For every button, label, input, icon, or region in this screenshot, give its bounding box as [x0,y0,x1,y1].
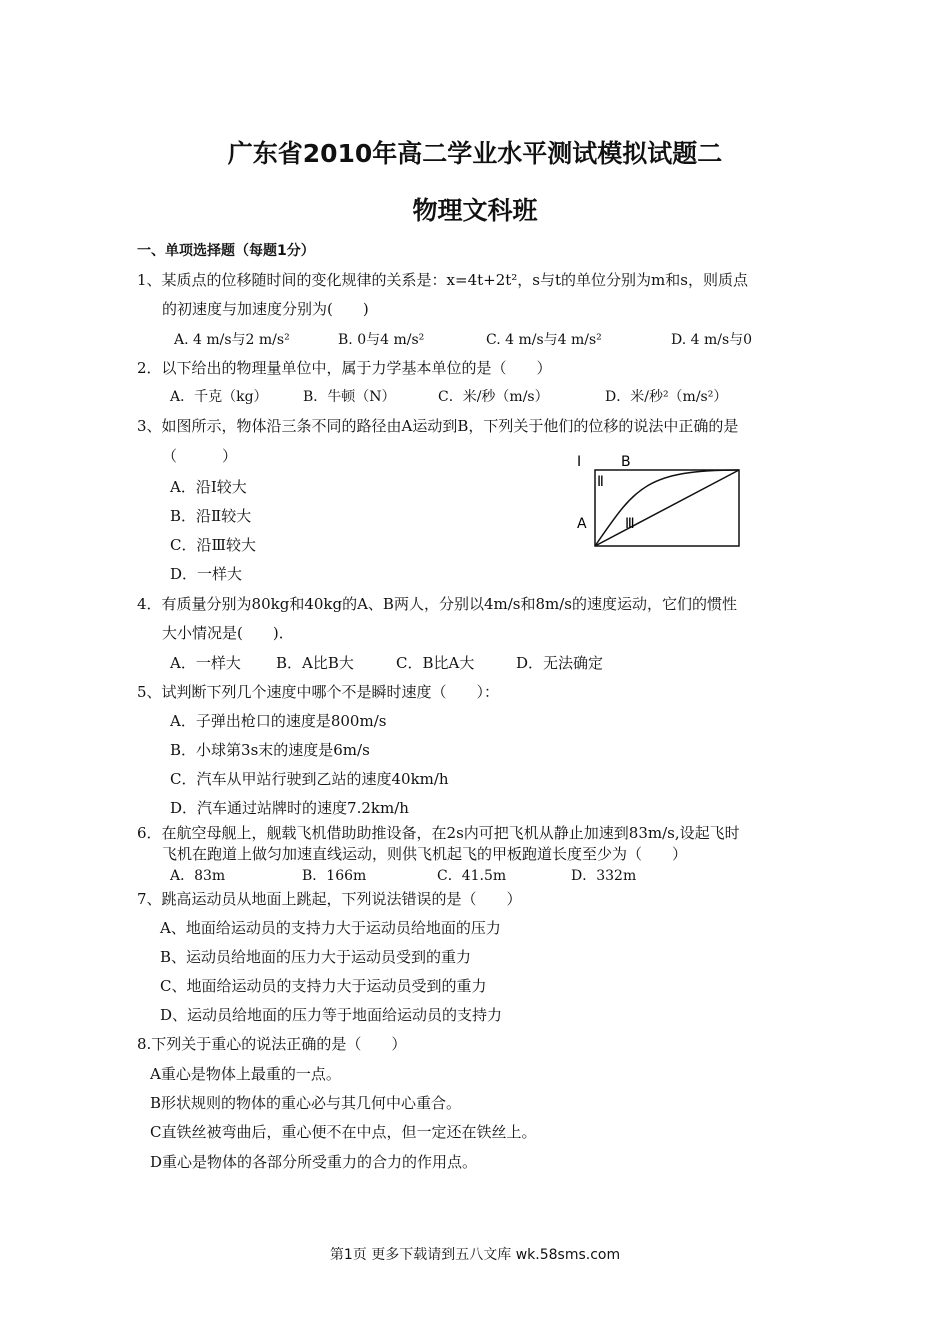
q4-option-b: B．A比B大 [276,654,354,672]
q7-option-b: B、运动员给地面的压力大于运动员受到的重力 [160,948,472,966]
diagram-diagonal-displacement [595,470,739,546]
page-footer: 第1页 更多下载请到五八文库 wk.58sms.com [329,1247,621,1263]
q1-option-a: A. 4 m/s与2 m/s² [174,332,290,348]
diagram-label-III: Ⅲ [625,516,635,532]
q7-option-a: A、地面给运动员的支持力大于运动员给地面的压力 [160,919,501,937]
diagram-label-A: A [577,516,587,532]
page-subtitle: 物理文科班 [412,196,538,225]
q8-option-d: D重心是物体的各部分所受重力的合力的作用点。 [150,1153,478,1171]
q3-option-d: D．一样大 [170,565,243,583]
q1-option-c: C. 4 m/s与4 m/s² [486,332,602,348]
q1-option-d: D. 4 m/s与0 [671,332,753,348]
diagram-label-B: B [621,454,631,470]
diagram-label-II: Ⅱ [597,474,604,490]
q7-stem: 7、跳高运动员从地面上跳起，下列说法错误的是（ ） [137,890,522,908]
q4-stem-line2: 大小情况是( )． [162,624,294,642]
q3-option-b: B．沿Ⅱ较大 [170,507,252,525]
q6-option-a: A．83m [170,868,226,884]
q4-option-c: C．B比A大 [396,654,475,672]
q8-stem: 8.下列关于重心的说法正确的是（ ） [137,1035,407,1053]
q5-option-d: D．汽车通过站牌时的速度7.2km/h [170,799,409,817]
q1-stem-line2: 的初速度与加速度分别为( ) [162,300,369,318]
q2-option-a: A．千克（kg） [170,389,268,405]
q4-option-a: A．一样大 [170,654,241,672]
q7-option-c: C、地面给运动员的支持力大于运动员受到的重力 [160,977,487,995]
q7-option-d: D、运动员给地面的压力等于地面给运动员的支持力 [160,1006,503,1024]
q3-option-c: C．沿Ⅲ较大 [170,536,256,554]
q6-option-d: D．332m [571,868,637,884]
q1-option-b: B. 0与4 m/s² [338,332,425,348]
q8-option-a: A重心是物体上最重的一点。 [150,1065,341,1083]
q8-option-b: B形状规则的物体的重心必与其几何中心重合。 [150,1094,462,1112]
diagram-label-I: Ⅰ [577,454,582,470]
q6-stem-line1: 6．在航空母舰上，舰载飞机借助助推设备，在2s内可把飞机从静止加速到83m/s,设起飞时 [137,824,740,842]
q5-option-a: A．子弹出枪口的速度是800m/s [170,712,387,730]
q4-stem-line1: 4．有质量分别为80kg和40kg的A、B两人，分别以4m/s和8m/s的速度运动，它们的惯性 [137,595,737,613]
q2-option-c: C．米/秒（m/s） [438,389,549,405]
q3-option-a: A．沿Ⅰ较大 [170,478,247,496]
q4-option-d: D．无法确定 [516,654,604,672]
q3-stem-line1: 3、如图所示，物体沿三条不同的路径由A运动到B，下列关于他们的位移的说法中正确的是 [137,417,739,435]
q6-option-b: B．166m [302,868,367,884]
q6-stem-line2: 飞机在跑道上做匀加速直线运动，则供飞机起飞的甲板跑道长度至少为（ ） [162,845,688,863]
q5-option-b: B．小球第3s末的速度是6m/s [170,741,370,759]
page-title: 广东省2010年高二学业水平测试模拟试题二 [227,139,723,168]
q3-path-diagram [565,448,765,558]
q5-stem: 5、试判断下列几个速度中哪个不是瞬时速度（ ）： [137,683,500,701]
section-heading: 一、单项选择题（每题1分） [137,243,315,259]
q1-stem-line1: 1、某质点的位移随时间的变化规律的关系是：x=4t+2t²，s与t的单位分别为m和s，则质点 [137,271,748,289]
q2-option-d: D．米/秒²（m/s²） [605,389,728,405]
q6-option-c: C．41.5m [437,868,507,884]
q3-stem-line2: （ ） [162,447,238,465]
q2-option-b: B．牛顿（N） [303,389,396,405]
q2-stem: 2．以下给出的物理量单位中，属于力学基本单位的是（ ） [137,359,552,377]
q8-option-c: C直铁丝被弯曲后，重心便不在中点，但一定还在铁丝上。 [150,1123,537,1141]
q5-option-c: C．汽车从甲站行驶到乙站的速度40km/h [170,770,449,788]
